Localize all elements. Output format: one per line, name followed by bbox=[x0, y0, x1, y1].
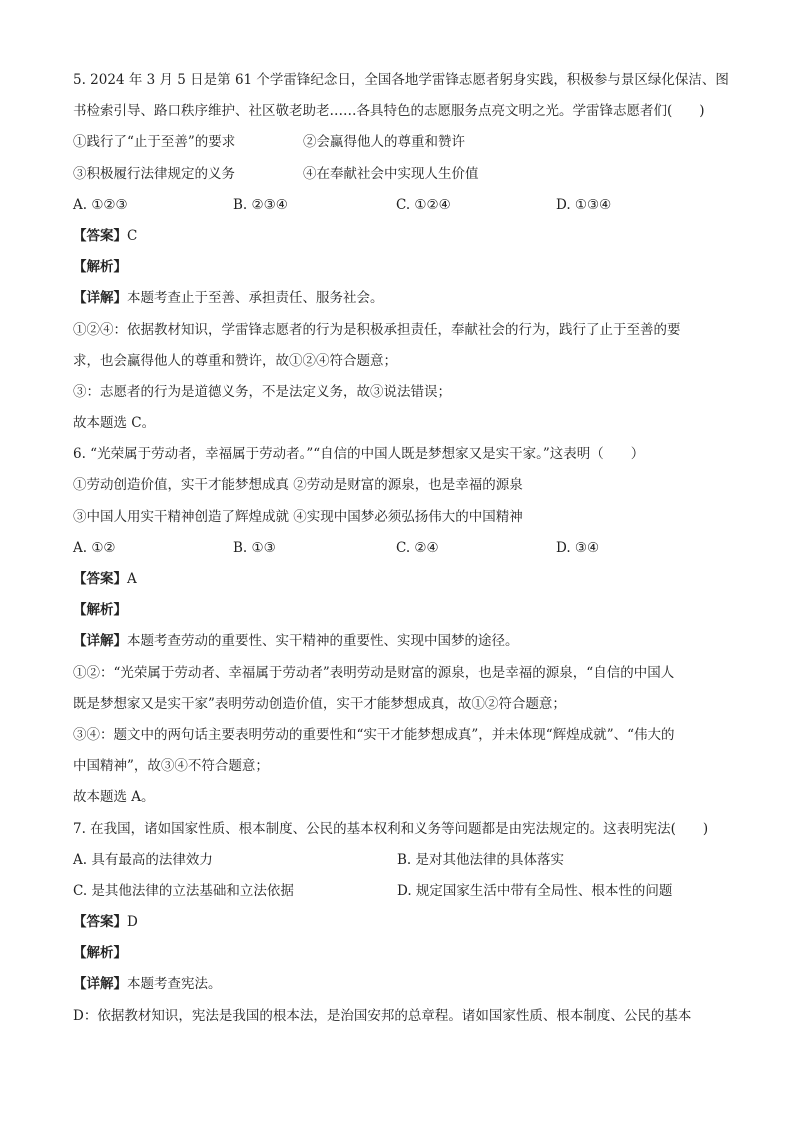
q6-answer bbox=[73, 564, 733, 595]
q5-option-b: B. ②③④ bbox=[233, 196, 288, 213]
q7-detail bbox=[73, 969, 733, 1000]
q6-option-c: C. ②④ bbox=[396, 539, 439, 556]
q6-stem: 6. “光荣属于劳动者，幸福属于劳动者。”“自信的中国人既是梦想家又是实干家。”这表明（ ） bbox=[73, 446, 645, 463]
q5-option-a: A. ①②③ bbox=[73, 196, 128, 213]
q6-option-d: D. ③④ bbox=[556, 539, 600, 556]
q5-statement-3: ③积极履行法律规定的义务 bbox=[73, 165, 235, 182]
q6-explanation-2b: 中国精神”，故③④不符合题意； bbox=[73, 758, 269, 775]
q7-answer bbox=[73, 907, 733, 938]
q7-option-c: C. 是其他法律的立法基础和立法依据 bbox=[73, 882, 294, 899]
q7-option-a: A. 具有最高的法律效力 bbox=[73, 851, 213, 868]
q6-explanation-1b: 既是梦想家又是实干家”表明劳动创造价值，实干才能梦想成真，故①②符合题意； bbox=[73, 695, 566, 712]
q5-statement-1: ①践行了“止于至善”的要求 bbox=[73, 134, 236, 151]
q7-answer-value: D bbox=[127, 914, 138, 931]
q6-explanation-2a: ③④：题文中的两句话主要表明劳动的重要性和“实干才能梦想成真”，并未体现“辉煌成就”、“伟大的 bbox=[73, 726, 675, 743]
q6-analysis-label: 【解析】 bbox=[73, 602, 127, 619]
q6-detail-text: 本题考查劳动的重要性、实干精神的重要性、实现中国梦的途径。 bbox=[127, 633, 519, 650]
q5-explanation-1a: ①②④：依据教材知识，学雷锋志愿者的行为是积极承担责任，奉献社会的行为，践行了止于至善的要 bbox=[73, 321, 681, 338]
q6-statements-3-4: ③中国人用实干精神创造了辉煌成就 ④实现中国梦必须弘扬伟大的中国精神 bbox=[73, 508, 523, 525]
q5-statements-1-2 bbox=[73, 127, 733, 158]
q6-option-b: B. ①③ bbox=[233, 539, 276, 556]
q7-analysis-label: 【解析】 bbox=[73, 945, 127, 962]
q5-statement-2: ②会赢得他人的尊重和赞许 bbox=[303, 134, 465, 151]
q5-answer-label: 【答案】 bbox=[73, 227, 127, 244]
q6-options bbox=[73, 533, 733, 564]
document-content bbox=[73, 65, 733, 1032]
q6-detail-label: 【详解】 bbox=[73, 633, 127, 650]
q6-detail bbox=[73, 626, 733, 657]
q5-analysis-label: 【解析】 bbox=[73, 259, 127, 276]
q7-option-b: B. 是对其他法律的具体落实 bbox=[397, 851, 565, 868]
q5-detail-label: 【详解】 bbox=[73, 290, 127, 307]
q7-options-row-1 bbox=[73, 845, 733, 876]
q6-option-a: A. ①② bbox=[73, 539, 116, 556]
q6-answer-label: 【答案】 bbox=[73, 571, 127, 587]
q5-statements-3-4 bbox=[73, 159, 733, 190]
q5-stem-line-1: 5. 2024 年 3 月 5 日是第 61 个学雷锋纪念日，全国各地学雷锋志愿者躬身实践，积极参与景区绿化保洁、图 bbox=[73, 72, 729, 88]
q5-answer-value: C bbox=[127, 227, 138, 244]
q6-explanation-1a: ①②：“光荣属于劳动者、幸福属于劳动者”表明劳动是财富的源泉，也是幸福的源泉，“自信的中国人 bbox=[73, 664, 675, 681]
q5-detail bbox=[73, 283, 733, 314]
q7-options-row-2 bbox=[73, 876, 733, 907]
q5-statement-4: ④在奉献社会中实现人生价值 bbox=[303, 165, 479, 182]
q6-statements-1-2: ①劳动创造价值，实干才能梦想成真 ②劳动是财富的源泉，也是幸福的源泉 bbox=[73, 477, 523, 494]
q5-conclusion: 故本题选 C。 bbox=[73, 415, 156, 432]
q5-explanation-1b: 求，也会赢得他人的尊重和赞许，故①②④符合题意； bbox=[73, 352, 397, 369]
q6-answer-value: A bbox=[127, 571, 137, 587]
q7-detail-label: 【详解】 bbox=[73, 976, 127, 993]
q7-explanation-1: D：依据教材知识，宪法是我国的根本法，是治国安邦的总章程。诸如国家性质、根本制度、公民的基本 bbox=[73, 1007, 692, 1024]
q5-explanation-2: ③：志愿者的行为是道德义务，不是法定义务，故③说法错误； bbox=[73, 383, 451, 400]
q7-option-d: D. 规定国家生活中带有全局性、根本性的问题 bbox=[397, 882, 673, 899]
q5-answer bbox=[73, 221, 733, 252]
q5-options bbox=[73, 190, 733, 221]
q7-answer-label: 【答案】 bbox=[73, 914, 127, 931]
q5-option-c: C. ①②④ bbox=[396, 196, 451, 213]
q5-detail-text: 本题考查止于至善、承担责任、服务社会。 bbox=[127, 290, 384, 307]
q6-conclusion: 故本题选 A。 bbox=[73, 789, 155, 806]
q5-option-d: D. ①③④ bbox=[556, 196, 612, 213]
q7-stem: 7. 在我国，诸如国家性质、根本制度、公民的基本权利和义务等问题都是由宪法规定的。这表明宪法( ) bbox=[73, 820, 709, 837]
q7-detail-text: 本题考查宪法。 bbox=[127, 976, 222, 993]
q5-stem-line-2: 书检索引导、路口秩序维护、社区敬老助老……各具特色的志愿服务点亮文明之光。学雷锋志愿者们( ) bbox=[73, 103, 705, 120]
